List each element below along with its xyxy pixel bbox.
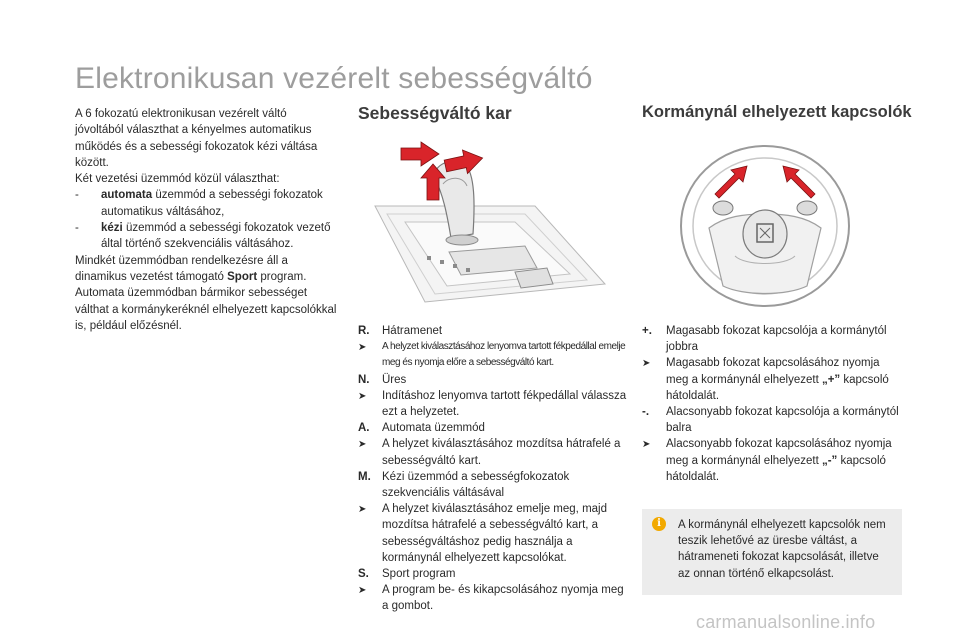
intro-column (75, 106, 337, 334)
list-item: ➤ A program be- és kikapcsolásához nyomja meg a gombot. (358, 582, 630, 614)
gear-lever-illustration (365, 134, 615, 309)
list-item: S. Sport program (358, 568, 456, 581)
info-icon: i (652, 517, 666, 531)
steering-paddles-list (642, 323, 904, 485)
arrow-bullet-icon: ➤ (642, 439, 651, 451)
bullet-text: kézi üzemmód a sebességi fokozatok vezető által történő szekvenciális váltásához. (101, 222, 331, 251)
arrow-bullet-icon: ➤ (358, 504, 367, 516)
list-item: ➤ A helyzet kiválasztásához lenyomva tartott fékpedállal emelje meg és nyomja előre a sebességváltó kart. (358, 339, 630, 371)
intro-bullet-automatic (75, 187, 337, 220)
info-note-text: A kormánynál elhelyezett kapcsolók nem teszik lehetővé az üresbe váltást, a hátrameneti fokozat kapcsolását, illetve az onnan történő elkapcsolást. (678, 519, 886, 580)
intro-paragraph-4: Automata üzemmódban bármikor sebességet válthat a kormánykeréknél elhelyezett kapcsolókkal is, például előzésnél. (75, 287, 337, 332)
list-item: A. Automata üzemmód (358, 422, 485, 435)
arrow-bullet-icon: ➤ (358, 439, 367, 451)
arrow-bullet-icon: ➤ (358, 342, 367, 354)
bullet-dash: - (75, 189, 79, 202)
steering-wheel-illustration (675, 136, 855, 311)
gear-lever-positions-list (358, 323, 630, 615)
gear-lever-heading: Sebességváltó kar (358, 103, 512, 123)
arrow-bullet-icon: ➤ (358, 390, 367, 402)
info-note (642, 509, 902, 595)
arrow-bullet-icon: ➤ (358, 585, 367, 597)
list-item: N. Üres (358, 373, 407, 386)
list-item: R. Hátramenet (358, 325, 443, 337)
list-item: ➤ A helyzet kiválasztásához emelje meg, majd mozdítsa hátrafelé a sebességváltó kart, a sebességváltáshoz pedig használja a kormánynál elhelyezett kapcsolókat. (358, 501, 630, 566)
list-item: ➤ Magasabb fokozat kapcsolásához nyomja meg a kormánynál elhelyezett „+” kapcsoló hátoldalát. (642, 355, 904, 404)
watermark: carmanualsonline.info (696, 612, 876, 632)
bullet-dash: - (75, 222, 79, 235)
intro-bullet-manual (75, 220, 337, 253)
steering-paddles-heading: Kormánynál elhelyezett kapcsolók (642, 103, 912, 121)
intro-paragraph-1: A 6 fokozatú elektronikusan vezérelt váltó jóvoltából választhat a kényelmes automatikus működés és a sebességi fokozatok kézi váltása között. (75, 108, 318, 169)
intro-paragraph-3: Mindkét üzemmódban rendelkezésre áll a dinamikus vezetést támogató Sport program. (75, 254, 307, 283)
list-item: -. Alacsonyabb fokozat kapcsolója a kormánytól balra (642, 406, 899, 435)
bullet-text: automata üzemmód a sebességi fokozatok automatikus váltásához, (101, 189, 323, 218)
list-item: ➤ A helyzet kiválasztásához mozdítsa hátrafelé a sebességváltó kart. (358, 436, 630, 468)
arrow-bullet-icon: ➤ (642, 358, 651, 370)
list-item: ➤ Indításhoz lenyomva tartott fékpedállal válassza ezt a helyzetet. (358, 388, 630, 420)
page-title: Elektronikusan vezérelt sebességváltó (75, 62, 593, 95)
list-item: +. Magasabb fokozat kapcsolója a kormánytól jobbra (642, 325, 887, 354)
intro-paragraph-2: Két vezetési üzemmód közül választhat: (75, 173, 280, 186)
list-item: ➤ Alacsonyabb fokozat kapcsolásához nyomja meg a kormánynál elhelyezett „-” kapcsoló hátoldalát. (642, 436, 904, 485)
list-item: M. Kézi üzemmód a sebességfokozatok szekvenciális váltásával (358, 470, 570, 500)
